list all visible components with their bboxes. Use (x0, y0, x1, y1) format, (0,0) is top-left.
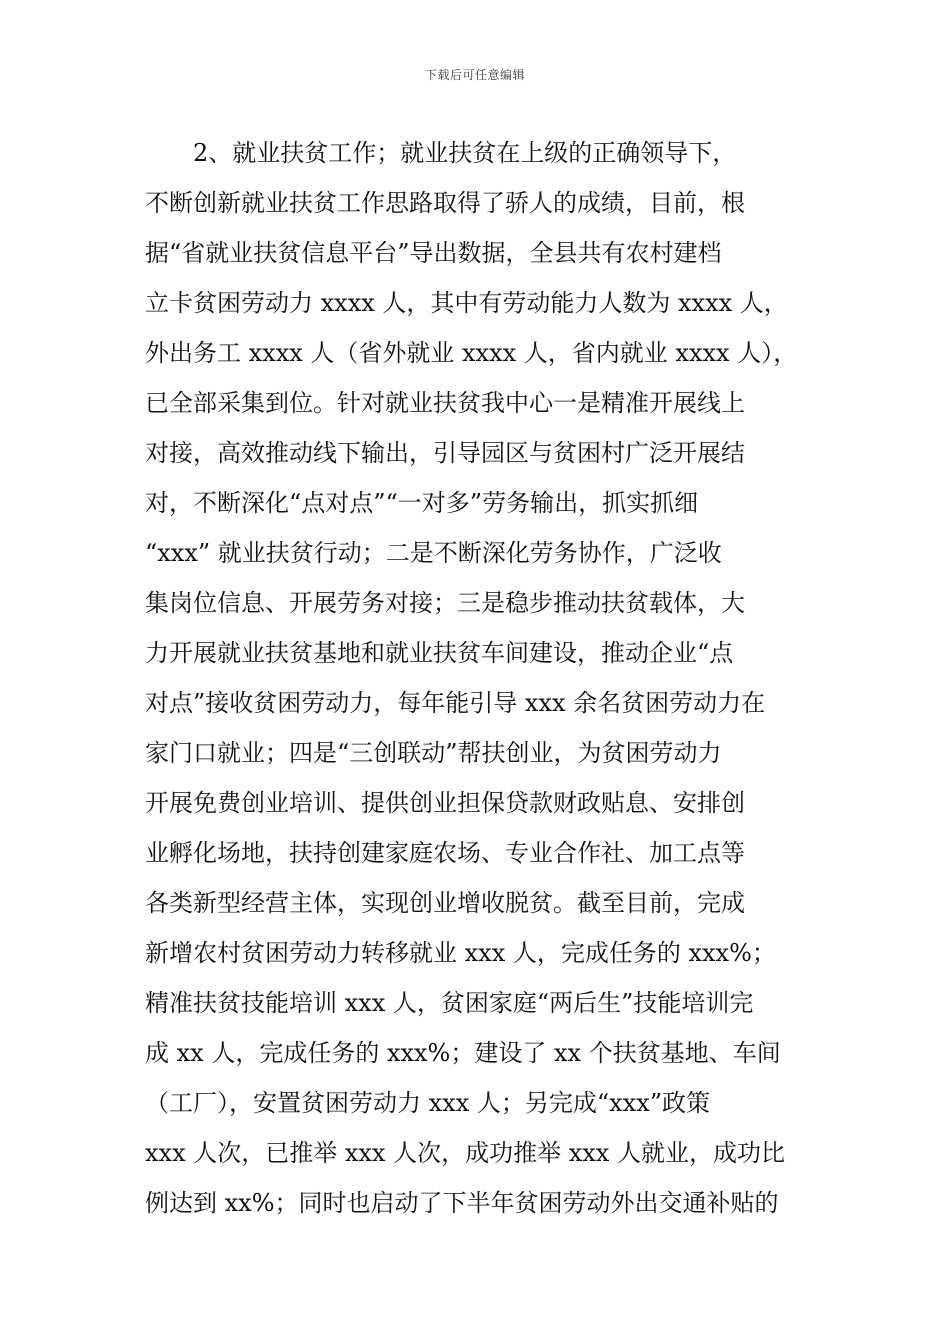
text-line: 外出务工 xxxx 人（省外就业 xxxx 人，省内就业 xxxx 人）， (145, 339, 798, 367)
text-line: xxx 人次，已推举 xxx 人次，成功推举 xxx 人就业，成功比 (145, 1139, 785, 1167)
page-header: 下载后可任意编辑 (424, 68, 525, 82)
text-line: 立卡贫困劳动力 xxxx 人，其中有劳动能力人数为 xxxx 人， (145, 289, 788, 317)
text-line: 对点”接收贫困劳动力，每年能引导 xxx 余名贫困劳动力在 (145, 689, 766, 717)
text-line: 开展免费创业培训、提供创业担保贷款财政贴息、安排创 (145, 789, 745, 817)
text-line: 家门口就业；四是“三创联动”帮扶创业，为贫困劳动力 (145, 739, 722, 767)
text-line: 对接，高效推动线下输出，引导园区与贫困村广泛开展结 (145, 439, 745, 467)
text-line: 不断创新就业扶贫工作思路取得了骄人的成绩，目前，根 (145, 189, 745, 217)
text-line: 对，不断深化“点对点”“一对多”劳务输出，抓实抓细 (145, 489, 699, 517)
body-paragraph (145, 128, 813, 1228)
text-line: 新增农村贫困劳动力转移就业 xxx 人，完成任务的 xxx%； (145, 939, 776, 967)
text-line: 力开展就业扶贫基地和就业扶贫车间建设，推动企业“点 (145, 639, 734, 667)
text-line: 集岗位信息、开展劳务对接；三是稳步推动扶贫载体，大 (145, 589, 745, 617)
text-line: 据“省就业扶贫信息平台”导出数据，全县共有农村建档 (145, 239, 722, 267)
text-line: 业孵化场地，扶持创建家庭农场、专业合作社、加工点等 (145, 839, 745, 867)
text-line: 精准扶贫技能培训 xxx 人，贫困家庭“两后生”技能培训完 (145, 989, 754, 1017)
text-line: 已全部采集到位。针对就业扶贫我中心一是精准开展线上 (145, 389, 745, 417)
text-line: 各类新型经营主体，实现创业增收脱贫。截至目前，完成 (145, 889, 745, 917)
text-line: （工厂），安置贫困劳动力 xxx 人；另完成“xxx”政策 (145, 1089, 711, 1117)
text-line: “xxx” 就业扶贫行动；二是不断深化劳务协作，广泛收 (145, 539, 722, 567)
text-line: 例达到 xx%；同时也启动了下半年贫困劳动外出交通补贴的 (145, 1189, 779, 1217)
text-line: 成 xx 人，完成任务的 xxx%；建设了 xx 个扶贫基地、车间 (145, 1039, 781, 1067)
text-line: 2、就业扶贫工作；就业扶贫在上级的正确领导下， (145, 139, 737, 167)
